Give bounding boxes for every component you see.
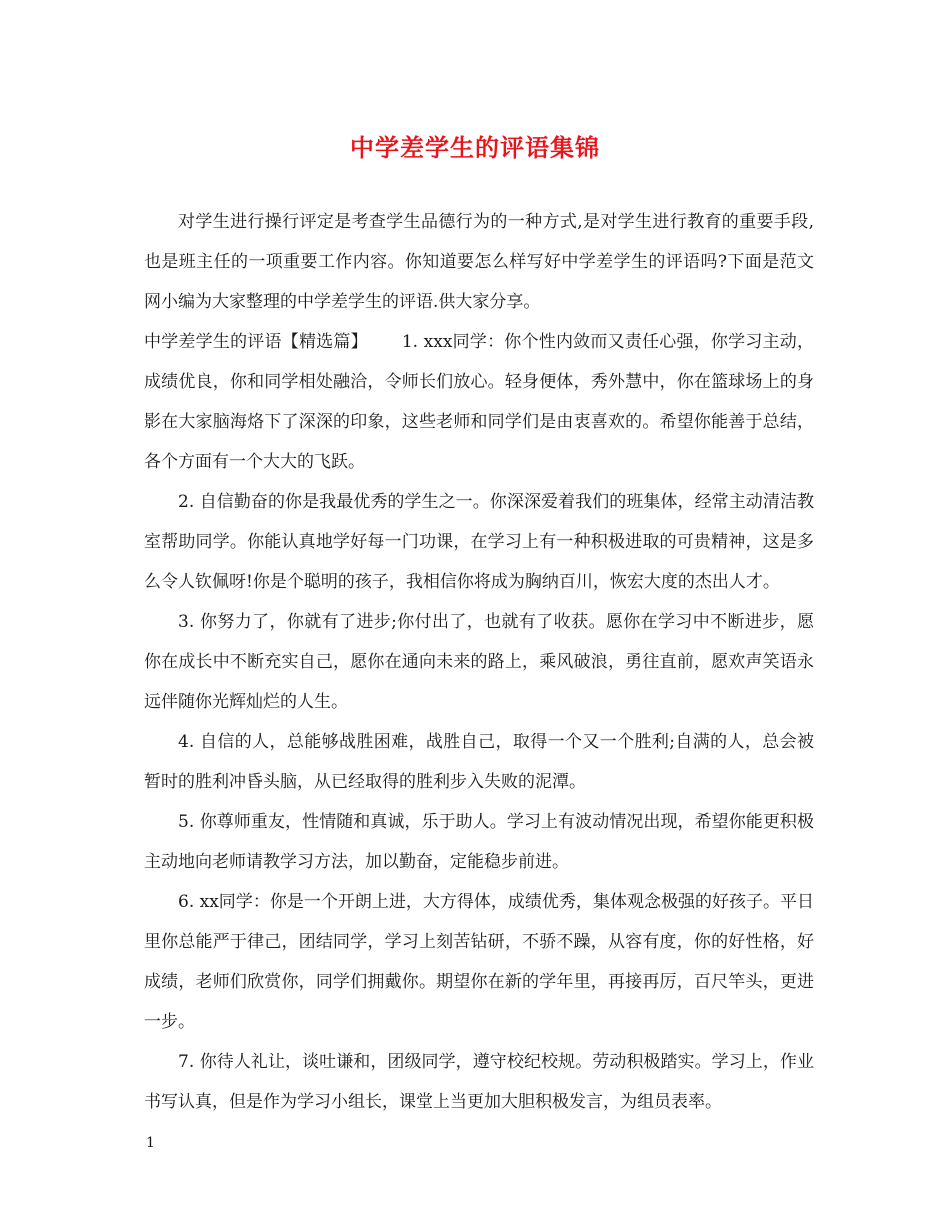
comment-item-5: 5. 你尊师重友，性情随和真诚，乐于助人。学习上有波动情况出现，希望你能更积极主动地向老师请教学习方法，加以勤奋，定能稳步前进。 bbox=[144, 812, 814, 872]
first-comment-paragraph bbox=[144, 322, 814, 482]
comment-item-1: 1. xxx同学：你个性内敛而又责任心强，你学习主动，成绩优良，你和同学相处融洽，令师长们放心。轻身便体，秀外慧中，你在篮球场上的身影在大家脑海烙下了深深的印象，这些老师和同学们是由衷喜欢的。希望你能善于总结，各个方面有一个大大的飞跃。 bbox=[144, 332, 814, 472]
comment-item-6: 6. xx同学：你是一个开朗上进，大方得体，成绩优秀，集体观念极强的好孩子。平日里你总能严于律己，团结同学，学习上刻苦钻研，不骄不躁，从容有度，你的好性格，好成绩，老师们欣赏你，同学们拥戴你。期望你在新的学年里，再接再厉，百尺竿头，更进一步。 bbox=[144, 892, 814, 1032]
comment-item-7: 7. 你待人礼让，谈吐谦和，团级同学，遵守校纪校规。劳动积极踏实。学习上，作业书写认真，但是作为学习小组长，课堂上当更加大胆积极发言，为组员表率。 bbox=[144, 1052, 814, 1112]
comment-item-4: 4. 自信的人，总能够战胜困难，战胜自己，取得一个又一个胜利;自满的人，总会被暂时的胜利冲昏头脑，从已经取得的胜利步入失败的泥潭。 bbox=[144, 732, 814, 792]
intro-paragraph: 对学生进行操行评定是考查学生品德行为的一种方式,是对学生进行教育的重要手段,也是班主任的一项重要工作内容。你知道要怎么样写好中学差学生的评语吗?下面是范文网小编为大家整理的中学差学生的评语.供大家分享。 bbox=[144, 212, 814, 312]
comment-item-3: 3. 你努力了，你就有了进步;你付出了，也就有了收获。愿你在学习中不断进步，愿你在成长中不断充实自己，愿你在通向未来的路上，乘风破浪，勇往直前，愿欢声笑语永远伴随你光辉灿烂的人生。 bbox=[144, 612, 814, 712]
comment-item-2: 2. 自信勤奋的你是我最优秀的学生之一。你深深爱着我们的班集体，经常主动清洁教室帮助同学。你能认真地学好每一门功课，在学习上有一种积极进取的可贵精神，这是多么令人钦佩呀!你是个聪明的孩子，我相信你将成为胸纳百川，恢宏大度的杰出人才。 bbox=[144, 492, 814, 592]
document-body bbox=[144, 202, 814, 1122]
page-number: 1 bbox=[146, 1135, 155, 1151]
section-label: 中学差学生的评语【精选篇】 bbox=[144, 332, 368, 352]
document-title: 中学差学生的评语集锦 bbox=[350, 133, 600, 162]
